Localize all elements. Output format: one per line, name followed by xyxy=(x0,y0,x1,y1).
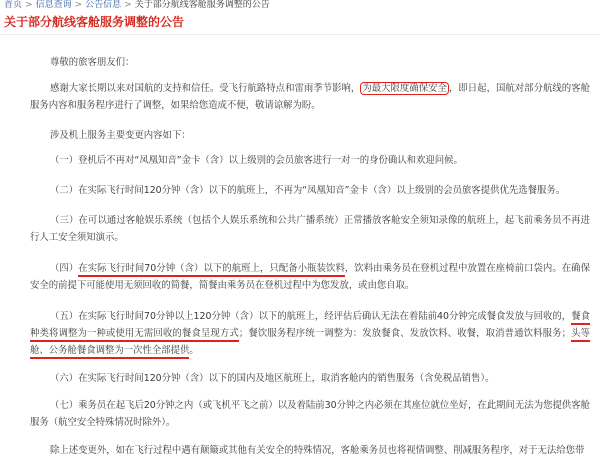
intro-text-before: 感谢大家长期以来对国航的支持和信任。受飞行航路特点和雷雨季节影响， xyxy=(50,83,361,94)
closing-paragraph: 除上述变更外，如在飞行过程中遇有颠簸或其他有关安全的特殊情况，客舱乘务员也将视情调整、削减服务程序，对于无法给您带 xyxy=(50,445,585,456)
change-item-5-part-1: （五）在实际飞行时间70分钟以上120分钟（含）以下的航班上，经评估后确认无法在着陆前40分钟完成餐食发放与回收的， xyxy=(50,311,572,322)
change-item-4-rest: ，饮料由乘务员在登机过程中放置在座椅前口袋内。在确保安全的前提下可能使用无须回收的简餐，简餐由乘务员在登机过程中为您发放，或由您自取。 xyxy=(30,263,590,291)
change-item-2: （二）在实际飞行时间120分钟（含）以下的航班上，不再为“凤凰知音”金卡（含）以上级别的会员旅客提供优先选餐服务。 xyxy=(50,185,566,196)
change-item-7: （七）乘务员在起飞后20分钟之内（或飞机平飞之前）以及着陆前30分钟之内必须在其座位就位坐好，在此期间无法为您提供客舱服务（航空安全特殊情况时除外）。 xyxy=(30,400,590,428)
change-item-5-highlight-annotation-1: 餐食种类将调整为一种或使用无需回收的餐食呈现方式 xyxy=(30,311,590,342)
breadcrumb-separator: > xyxy=(25,0,33,10)
intro-highlight-annotation: 为最大限度确保安全 xyxy=(362,83,447,94)
breadcrumb-separator: > xyxy=(124,0,132,10)
changes-heading: 涉及机上服务主要变更内容如下： xyxy=(50,130,191,141)
page-title: 关于部分航线客舱服务调整的公告 xyxy=(4,15,185,29)
greeting: 尊敬的旅客朋友们： xyxy=(50,57,135,68)
change-item-6: （六）在实际飞行时间120分钟（含）以下的国内及地区航班上，取消客舱内的销售服务（含免税品销售）。 xyxy=(50,373,495,384)
breadcrumb-separator: > xyxy=(74,0,83,10)
breadcrumb xyxy=(4,0,594,11)
change-item-3: （三）在可以通过客舱娱乐系统（包括个人娱乐系统和公共广播系统）正常播放客舱安全须知录像的航班上，起飞前乘务员不再进行人工安全须知演示。 xyxy=(30,215,590,243)
change-item-5 xyxy=(30,309,590,359)
title-divider xyxy=(0,34,600,35)
intro-paragraph xyxy=(30,81,590,115)
change-item-5-part-2: ；餐饮服务程序统一调整为：发放餐食、发放饮料、收餐，取消普通饮料服务； xyxy=(238,327,571,339)
change-item-4-prefix: （四） xyxy=(50,263,79,274)
change-item-5-highlight-annotation-2: 头等舱、公务舱餐食调整为一次性全部提供 xyxy=(30,328,590,359)
breadcrumb-link-info-query[interactable]: 信息查询 xyxy=(35,0,72,10)
change-item-4-highlight-annotation: 在实际飞行时间70分钟（含）以下的航班上，只配备小瓶装饮料 xyxy=(78,263,345,277)
change-item-4 xyxy=(30,261,590,295)
breadcrumb-link-home[interactable]: 首页 xyxy=(4,0,23,10)
change-item-5-part-3: 。 xyxy=(189,344,199,356)
breadcrumb-link-announcements[interactable]: 公告信息 xyxy=(85,0,122,10)
intro-text-after: ，即日起，国航对部分航线的客舱服务内容和服务程序进行了调整，如果给您造成不便，敬请谅解为盼。 xyxy=(30,83,590,111)
breadcrumb-current-page: 关于部分航线客舱服务调整的公告 xyxy=(134,0,270,10)
change-item-1: （一）登机后不再对“凤凰知音”金卡（含）以上级别的会员旅客进行一对一的身份确认和欢迎问候。 xyxy=(50,155,463,166)
